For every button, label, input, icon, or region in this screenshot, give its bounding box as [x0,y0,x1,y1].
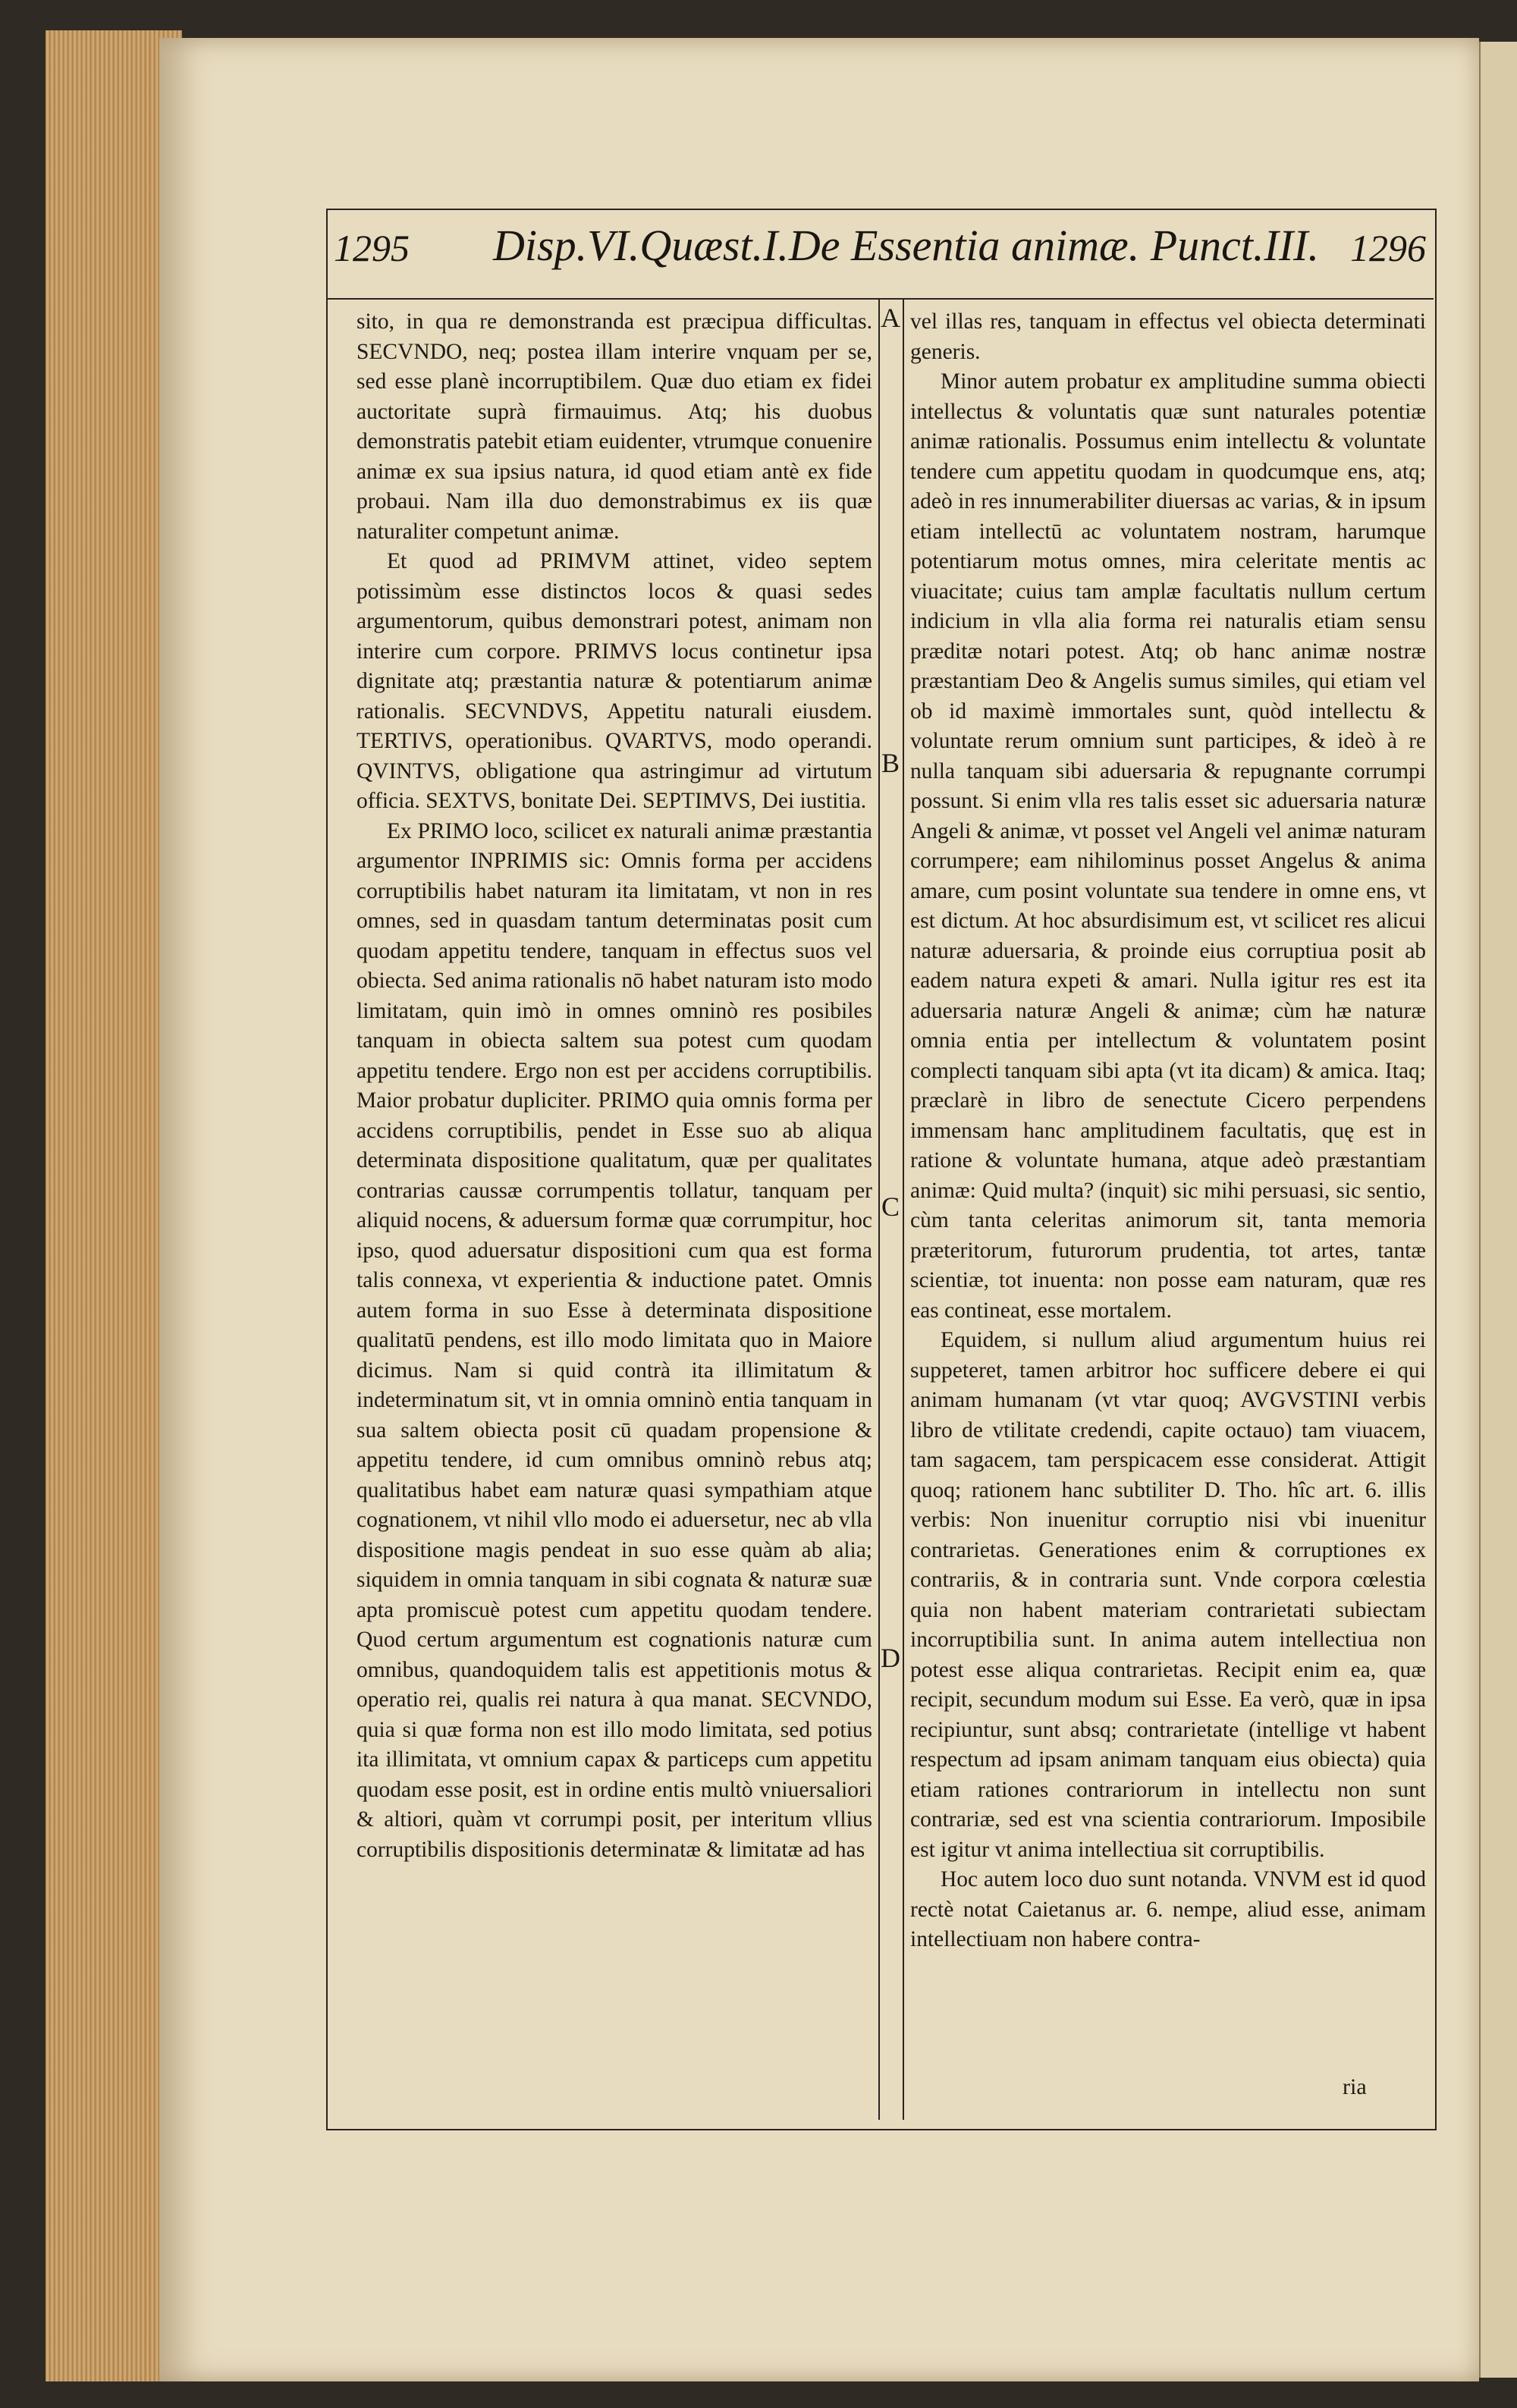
running-head: Disp.VI.Quæst.I.De Essentia animæ. Punct.III. [493,221,1319,270]
page-number-right: 1296 [1350,227,1426,269]
page-header [326,220,1434,296]
page-number-left: 1295 [334,227,410,269]
left-column [356,307,872,2127]
paragraph: Et quod ad PRIMVM attinet, video septem potissimùm esse distinctos locos & quasi sedes argumentorum, quibus demonstrari potest, animam non interire cum corpore. PRIMVS locus continetur ipsa dignitate atq; præstantia naturæ & potentiarum animæ rationalis. SECVNDVS, Appetitu naturali eiusdem. TERTIVS, operationibus. QVARTVS, modo operandi. QVINTVS, obligatione qua astringimur ad virtutum officia. SEXTVS, bonitate Dei. SEPTIMVS, Dei iustitia. [356,549,872,813]
paragraph: Equidem, si nullum aliud argumentum huius rei suppeteret, tamen arbitror hoc sufficere debere ei qui animam humanam (vt vtar quoq; AVGVSTINI verbis libro de vtilitate credendi, capite octauo) tam viuacem, tam sagacem, tam perspicacem esse considerat. Attigit quoq; rationem hanc subtiliter D. Tho. hîc art. 6. illis verbis: Non inuenitur corruptio nisi vbi inuenitur contrarietas. Generationes enim & corruptiones ex contrariis, & in contraria sunt. Vnde corpora cœlestia quia non habent materiam contrarietati subiectam incorruptibilia sunt. In anima autem intellectiua non potest esse aliqua contrarietas. Recipit enim ea, quæ recipit, secundum modum sui Esse. Ea verò, quæ in ipsa recipiuntur, sunt absq; contrarietate (intellige vt habent respectum ad ipsam animam tanquam eius obiecta) quia etiam rationes contrariorum in intellectu non sunt contrariæ, sed est vna scientia contrariorum. Imposibile est igitur vt anima intellectiua sit corruptibilis. [910,1328,1426,1862]
paragraph: Ex PRIMO loco, scilicet ex naturali animæ præstantia argumentor INPRIMIS sic: Omnis forma per accidens corruptibilis habet naturam ita limitatam, vt non in res omnes, sed in quasdam tantum determinatas posit cum quodam appetitu tendere, tanquam in effectus suos vel obiecta. Sed anima rationalis nō habet naturam isto modo limitatam, quin imò in omnes omninò res posibiles tanquam in obiecta saltem sua potest cum quodam appetitu tendere. Ergo non est per accidens corruptibilis. Maior probatur dupliciter. PRIMO quia omnis forma per accidens corruptibilis, pendet in Esse suo ab aliqua determinata dispositione qualitatum, quæ per qualitates contrarias caussæ corrumpentis tollatur, tanquam per aliquid nocens, & aduersum formæ quæ corrumpitur, hoc ipso, quod aduersatur dispositioni cum qua est forma talis connexa, vt experientia & inductione patet. Omnis autem forma in suo Esse à determinata dispositione qualitatū pendens, est illo modo limitata quo in Maiore dicimus. Nam si quid contrà ita illimitatum & indeterminatum sit, vt in omnia omninò entia tanquam in sua saltem obiecta posit cū quadam propensione & appetitu tendere, id cum omnibus omninò rebus atq; qualitatibus habet eam naturæ quasi sympathiam atque cognationem, vt nihil vllo modo ei aduersetur, nec ab vlla dispositione magis pendeat in suo esse quàm ab alia; siquidem in omnia tanquam in sibi cognata & naturæ suæ apta promiscuè potest cum appetitu quodam tendere. Quod certum argumentum est cognationis naturæ cum omnibus, quandoquidem talis est appetitionis motus & operatio rei, qualis rei natura à qua manat. SECVNDO, quia si quæ forma non est illo modo limitata, sed potius ita illimitata, vt omnium capax & particeps cum appetitu quodam esse posit, est in ordine entis multò vniuersaliori & altiori, quàm vt corrumpi posit, per interitum vllius corruptibilis dispositionis determinatæ & limitatæ ad has [356,818,872,1862]
paragraph: vel illas res, tanquam in effectus vel obiecta determinati generis. [910,309,1426,364]
paragraph: Minor autem probatur ex amplitudine summa obiecti intellectus & voluntatis quæ sunt naturales potentiæ animæ rationalis. Possumus enim intellectu & voluntate tendere cum appetitu quodam in quodcumque ens, atq; adeò in res innumerabiliter diuersas ac varias, & in ipsum etiam intellectū ac voluntatem nostram, harumque potentiarum motus omnes, mira celeritate mentis ac viuacitate; cuius tam amplæ facultatis nullum certum indicium in vlla alia forma rei naturalis etiam sensu præditæ notari potest. Atq; ob hanc animæ nostræ præstantiam Deo & Angelis sumus similes, qui etiam vel ob id maximè immortales sunt, quòd intellectu & voluntate rerum omnium sunt participes, & ideò à re nulla tanquam sibi aduersaria & repugnante corrumpi possunt. Si enim vlla res talis esset sic aduersaria naturæ Angeli & animæ, vt posset vel Angeli vel animæ naturam corrumpere; eam nihilominus posset Angelus & anima amare, cum posint voluntate sua tendere in omne ens, vt est dictum. At hoc absurdisimum est, vt scilicet res alicui naturæ aduersaria, & proinde eius corruptiua posit ab eadem natura expeti & amari. Nulla igitur res est ita aduersaria naturæ Angeli & animæ; cùm hæ naturæ omnia entia per intellectum & voluntatem posint complecti tanquam sibi apta (vt ita dicam) & amica. Itaq; præclarè in libro de senectute Cicero perpendens immensam hanc amplitudinem facultatis, quę est in ratione & voluntate humana, atque adeò præstantiam animæ: Quid multa? (inquit) sic mihi persuasi, sic sentio, cùm tanta celeritas animorum sit, tanta memoria præteritorum, futurorum prudentia, tot artes, tantæ scientiæ, tot inuenta: non posse eam naturam, quæ res eas contineat, esse mortalem. [910,369,1426,1323]
margin-letter-c: C [881,1191,900,1222]
margin-letter-d: D [881,1643,900,1673]
right-column [910,307,1426,2127]
margin-letter-a: A [881,303,900,333]
header-rule [326,298,1434,300]
paragraph: Hoc autem loco duo sunt notanda. VNVM est id quod rectè notat Caietanus ar. 6. nempe, aliud esse, animam intellectiuam non habere contra- [910,1867,1426,1951]
catchword: ria [1343,2074,1367,2099]
paragraph: sito, in qua re demonstranda est præcipua difficultas. SECVNDO, neq; postea illam interire vnquam per se, sed esse planè incorruptibilem. Quæ duo etiam ex fidei auctoritate suprà firmauimus. Atq; his duobus demonstratis patebit etiam euidenter, vtrumque conuenire animæ ex sua ipsius natura, id quod etiam antè ex fide probaui. Nam illa duo demonstrabimus ex iis quæ naturaliter competunt animæ. [356,309,872,544]
facing-page-edge [1479,42,1517,2378]
margin-letter-b: B [881,748,900,778]
